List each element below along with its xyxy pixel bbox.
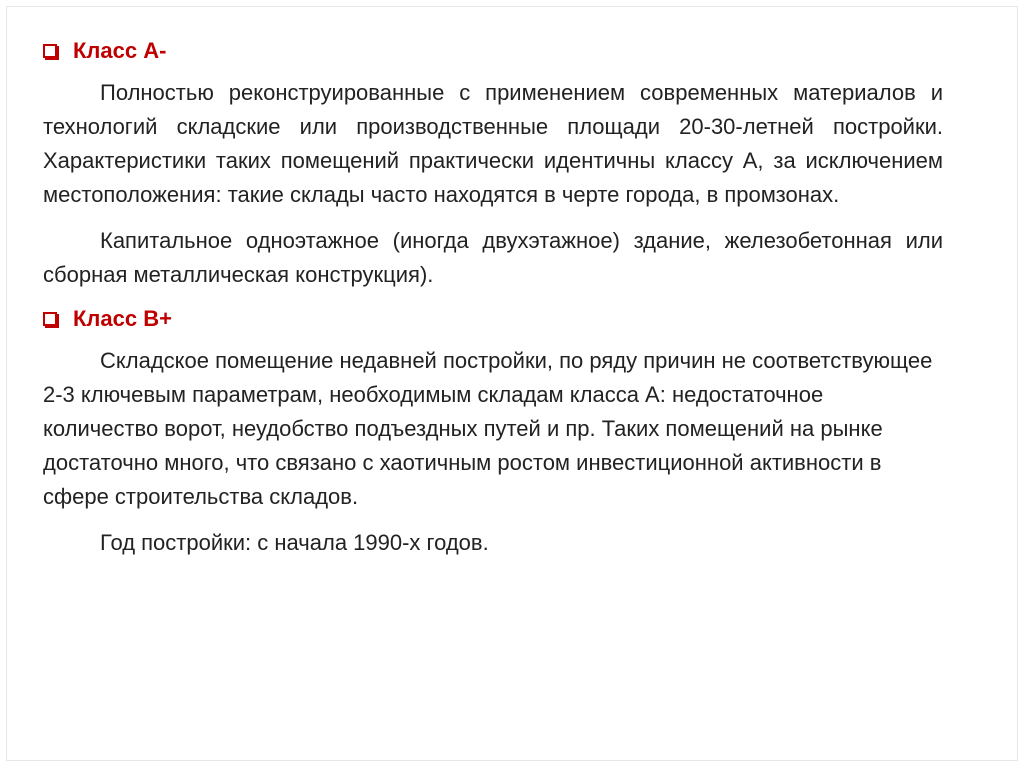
paragraph-b-plus-description: Складское помещение недавней постройки, по ряду причин не соответствующее 2-3 ключевым параметрам, необходимым складам класса А: недостаточное количество ворот, неудобство подъездных путей и пр. Таких помещений на рынке достаточно много, что связано с хаотичным ростом инвестиционной активности в сфере строительства складов. [43,348,933,509]
heading-class-b-plus-text: Класс В+ [73,306,172,331]
paragraph-b-plus-year: Год постройки: с начала 1990-х годов. [100,530,489,555]
heading-class-a-minus-text: Класс А- [73,38,167,63]
slide-content [43,36,943,560]
checkbox-icon [43,44,57,58]
paragraph-a-minus-construction: Капитальное одноэтажное (иногда двухэтажное) здание, железобетонная или сборная металлическая конструкция). [43,228,943,287]
heading-class-b-plus [43,304,943,334]
checkbox-icon [43,312,57,326]
paragraph-a-minus-description: Полностью реконструированные с применением современных материалов и технологий складские или производственные площади 20-30-летней постройки. Характеристики таких помещений практически идентичны классу А, за исключением местоположения: такие склады часто находятся в черте города, в промзонах. [43,80,943,207]
heading-class-a-minus [43,36,943,66]
